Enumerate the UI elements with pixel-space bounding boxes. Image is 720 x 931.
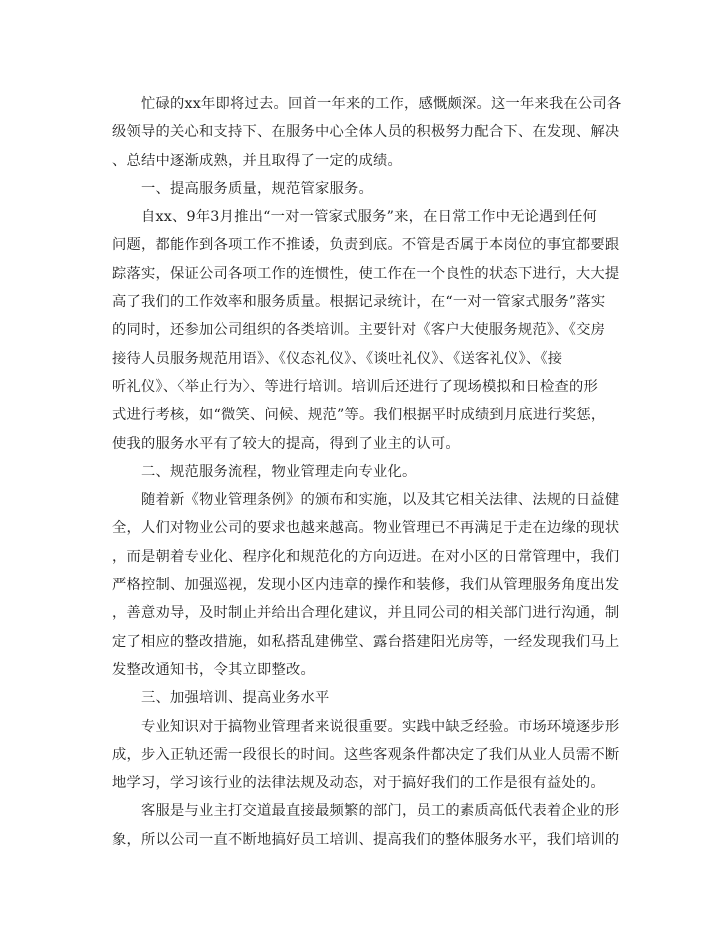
text-line: 定了相应的整改措施，如私搭乱建佛堂、露台搭建阳光房等，一经发现我们马上 [112,633,620,650]
text-line: ，而是朝着专业化、程序化和规范化的方向迈进。在对小区的日常管理中，我们 [112,548,620,565]
text-line: 使我的服务水平有了较大的提高，得到了业主的认可。 [112,435,460,452]
text-line: 严格控制、加强巡视，发现小区内违章的操作和装修，我们从管理服务角度出发 [112,577,620,594]
text-line: 全，人们对物业公司的要求也越来越高。物业管理已不再满足于走在边缘的现状 [112,520,620,537]
text-line: 专业知识对于搞物业管理者来说很重要。实践中缺乏经验。市场环境逐步形 [141,718,620,735]
document-body [112,90,622,854]
text-line: 一、提高服务质量，规范管家服务。 [141,180,373,197]
text-line: 、总结中逐渐成熟，并且取得了一定的成绩。 [112,152,402,169]
text-line: 高了我们的工作效率和服务质量。根据记录统计，在“一对一管家式服务”落实 [112,294,606,311]
text-line: 随着新《物业管理条例》的颁布和实施，以及其它相关法律、法规的日益健 [141,492,620,509]
text-line: 地学习，学习该行业的法律法规及动态，对于搞好我们的工作是很有益处的。 [112,775,605,792]
text-line: 三、加强培训、提高业务水平 [141,690,330,707]
text-line: 自xx、9年3月推出“一对一管家式服务”来，在日常工作中无论遇到任何 [141,209,598,226]
text-line: 问题，都能作到各项工作不推诿，负责到底。不管是否属于本岗位的事宜都要跟 [112,237,620,254]
text-line: 听礼仪》、〈举止行为〉、等进行培训。培训后还进行了现场模拟和日检查的形 [112,378,598,395]
text-line: 踪落实，保证公司各项工作的连惯性，使工作在一个良性的状态下进行，大大提 [112,265,620,282]
text-line: ，善意劝导，及时制止并给出合理化建议，并且同公司的相关部门进行沟通，制 [112,605,620,622]
text-line: 成，步入正轨还需一段很长的时间。这些客观条件都决定了我们从业人员需不断 [112,746,620,763]
text-line: 象，所以公司一直不断地搞好员工培训、提高我们的整体服务水平，我们培训的 [112,831,620,848]
text-line: 客服是与业主打交道最直接最频繁的部门，员工的素质高低代表着企业的形 [141,803,620,820]
text-line: 的同时，还参加公司组织的各类培训。主要针对《客户大使服务规范》、《交房 [112,322,606,339]
text-line: 发整改通知书，令其立即整改。 [112,661,315,678]
text-line: 二、规范服务流程，物业管理走向专业化。 [141,463,417,480]
text-line: 式进行考核，如“微笑、问候、规范”等。我们根据平时成绩到月底进行奖惩， [112,407,606,424]
text-line: 接待人员服务规范用语》、《仪态礼仪》、《谈吐礼仪》、《送客礼仪》、《接 [112,350,563,367]
text-line: 忙碌的xx年即将过去。回首一年来的工作，感慨颇深。这一年来我在公司各 [141,96,622,112]
text-line: 级领导的关心和支持下、在服务中心全体人员的积极努力配合下、在发现、解决 [112,124,620,141]
